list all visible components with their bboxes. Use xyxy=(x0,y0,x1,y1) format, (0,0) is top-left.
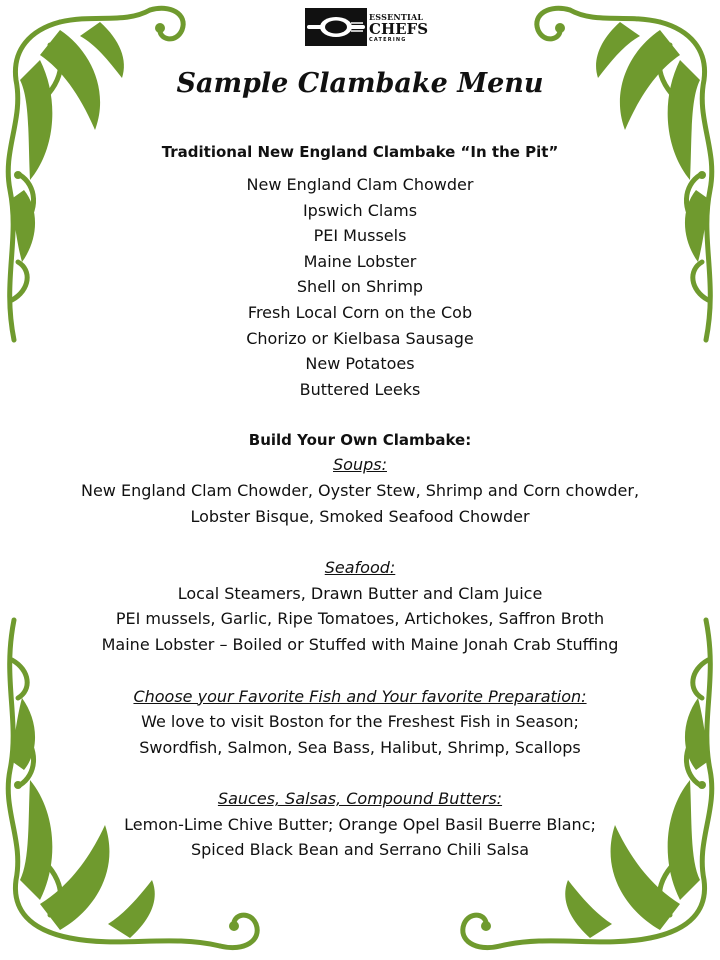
seafood-line: PEI mussels, Garlic, Ripe Tomatoes, Artichokes, Saffron Broth xyxy=(115,609,605,629)
sauces-line: Lemon-Lime Chive Butter; Orange Opel Basil Buerre Blanc; xyxy=(124,814,596,834)
seafood-line: Local Steamers, Drawn Butter and Clam Juice xyxy=(177,583,543,603)
soups-label: Soups: xyxy=(333,455,387,475)
soups-line: New England Clam Chowder, Oyster Stew, Shrimp and Corn chowder, xyxy=(80,480,640,500)
fish-line: Swordfish, Salmon, Sea Bass, Halibut, Shrimp, Scallops xyxy=(139,737,581,757)
fish-label: Choose your Favorite Fish and Your favorite Preparation: xyxy=(133,686,587,706)
traditional-heading: Traditional New England Clambake “In the Pit” xyxy=(161,143,559,161)
menu-item: Fresh Local Corn on the Cob xyxy=(247,302,473,322)
menu-item: New Potatoes xyxy=(305,354,415,374)
menu-item: PEI Mussels xyxy=(313,226,407,246)
logo-line-1: ESSENTIAL xyxy=(369,12,424,22)
logo-line-2: CHEFS xyxy=(369,20,429,38)
logo-text xyxy=(367,8,428,48)
menu-item: New England Clam Chowder xyxy=(246,175,474,194)
menu-item: Buttered Leeks xyxy=(299,379,421,399)
soups-line: Lobster Bisque, Smoked Seafood Chowder xyxy=(190,506,530,526)
menu-content xyxy=(0,140,720,863)
build-heading: Build Your Own Clambake: xyxy=(248,431,472,450)
menu-item: Shell on Shrimp xyxy=(296,277,424,297)
logo-line-3: CATERING xyxy=(369,37,407,43)
sauces-line: Spiced Black Bean and Serrano Chili Salsa xyxy=(190,840,530,860)
menu-item: Ipswich Clams xyxy=(302,200,418,220)
fish-line: We love to visit Boston for the Freshest Fish in Season; xyxy=(141,712,579,732)
sauces-label: Sauces, Salsas, Compound Butters: xyxy=(217,789,503,809)
fork-knife-icon xyxy=(305,8,367,46)
menu-title: Sample Clambake Menu xyxy=(176,68,544,99)
essential-chefs-logo xyxy=(305,8,429,48)
menu-item: Maine Lobster xyxy=(303,251,417,271)
seafood-label: Seafood: xyxy=(324,558,396,578)
menu-item: Chorizo or Kielbasa Sausage xyxy=(246,328,474,348)
seafood-line: Maine Lobster – Boiled or Stuffed with Maine Jonah Crab Stuffing xyxy=(101,634,619,654)
